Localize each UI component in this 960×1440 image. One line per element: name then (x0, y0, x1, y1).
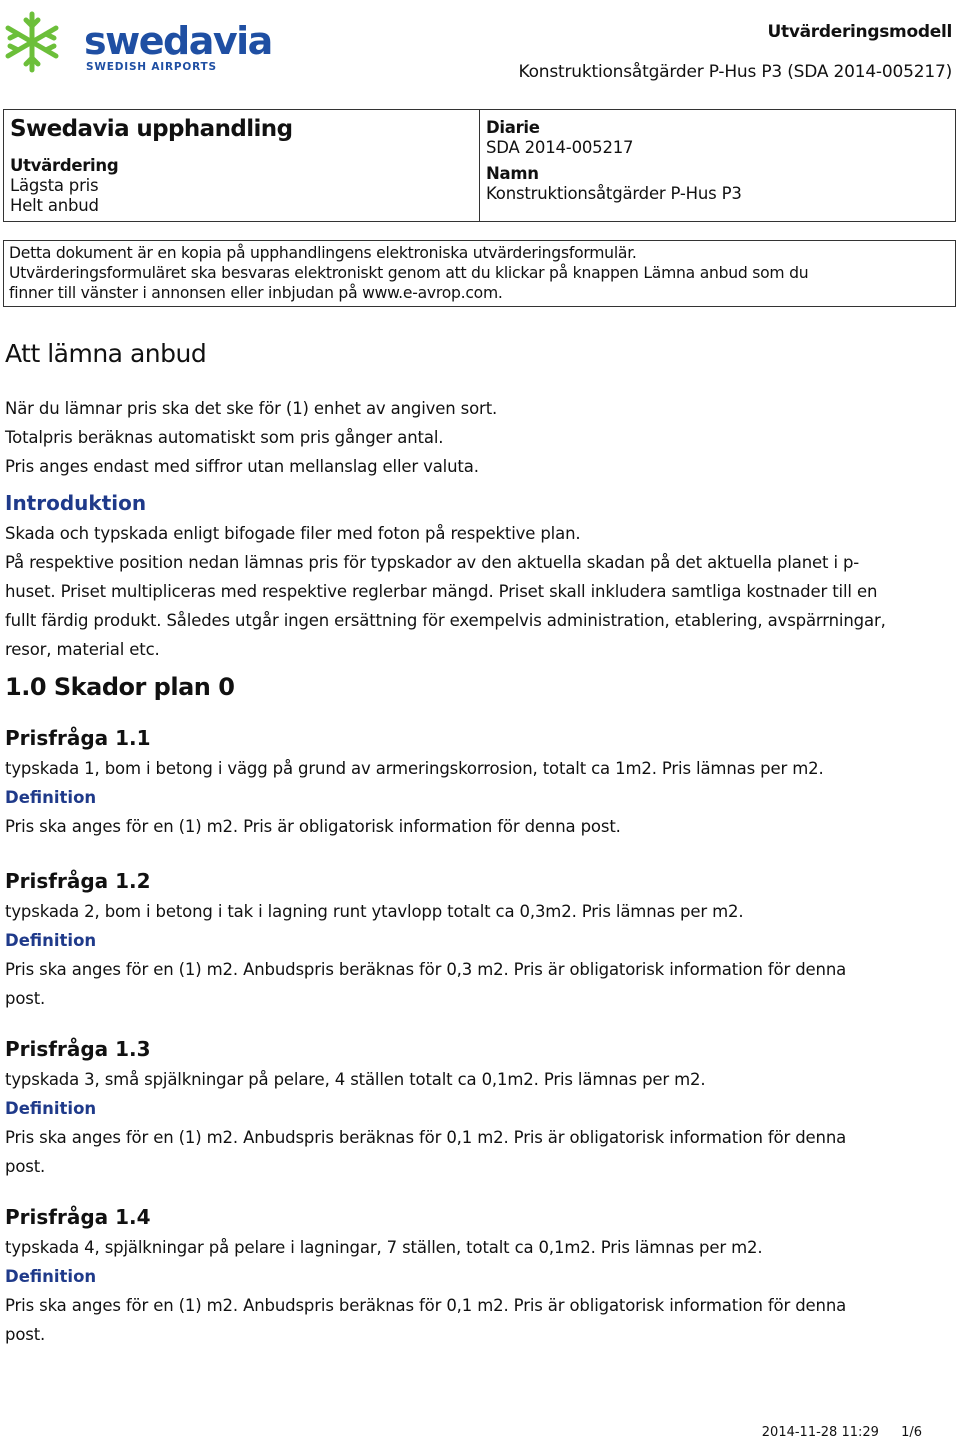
diarie-label: Diarie (486, 118, 540, 137)
definition-label: Definition (5, 1099, 97, 1118)
introduction-line: huset. Priset multipliceras med respektive reglerbar mängd. Priset skall inkludera samtliga kostnader till en (5, 582, 878, 601)
page-number: 1/6 (901, 1425, 922, 1440)
question-title: Prisfråga 1.4 (5, 1205, 151, 1229)
introduction-line: fullt färdig produkt. Således utgår ingen ersättning för exempelvis administration, etablering, avspärrningar, (5, 611, 886, 630)
info-left-cell (4, 110, 480, 221)
document-title: Utvärderingsmodell (767, 22, 952, 42)
introduction-line: Skada och typskada enligt bifogade filer med foton på respektive plan. (5, 524, 581, 543)
page-footer (744, 1425, 922, 1440)
definition-label: Definition (5, 1267, 97, 1286)
info-right-cell (480, 110, 955, 221)
organization-title: Swedavia upphandling (10, 116, 293, 142)
definition-text: post. (5, 1325, 46, 1344)
definition-label: Definition (5, 788, 97, 807)
plan-heading: 1.0 Skador plan 0 (5, 673, 235, 701)
submit-paragraph: Pris anges endast med siffror utan mellanslag eller valuta. (5, 457, 479, 476)
evaluation-value: Lägsta pris (10, 176, 99, 195)
price-question (5, 1201, 945, 1349)
definition-text: Pris ska anges för en (1) m2. Pris är obligatorisk information för denna post. (5, 817, 621, 836)
copy-notice-box (3, 240, 956, 307)
namn-value: Konstruktionsåtgärder P-Hus P3 (486, 184, 742, 203)
definition-text: post. (5, 1157, 46, 1176)
definition-text: post. (5, 989, 46, 1008)
notice-line: finner till vänster i annonsen eller inbjudan på www.e-avrop.com. (9, 284, 503, 302)
introduction-line: På respektive position nedan lämnas pris för typskador av den aktuella skadan på det aktuella planet i p- (5, 553, 860, 572)
question-description: typskada 2, bom i betong i tak i lagning runt ytavlopp totalt ca 0,3m2. Pris lämnas per m2. (5, 902, 744, 921)
definition-text: Pris ska anges för en (1) m2. Anbudspris beräknas för 0,1 m2. Pris är obligatorisk information för denna (5, 1296, 847, 1315)
main-content (5, 336, 945, 1349)
notice-line: Detta dokument är en kopia på upphandlingens elektroniska utvärderingsformulär. (9, 244, 637, 262)
submit-heading: Att lämna anbud (5, 339, 207, 368)
evaluation-label: Utvärdering (10, 156, 119, 175)
submit-paragraph: När du lämnar pris ska det ske för (1) enhet av angiven sort. (5, 399, 498, 418)
svg-text:swedavia: swedavia (84, 19, 272, 63)
notice-line: Utvärderingsformuläret ska besvaras elektroniskt genom att du klickar på knappen Lämna anbud som du (9, 264, 809, 282)
snowflake-icon (8, 14, 56, 70)
diarie-value: SDA 2014-005217 (486, 138, 634, 157)
svg-text:SWEDISH AIRPORTS: SWEDISH AIRPORTS (86, 61, 217, 73)
introduction-heading: Introduktion (5, 491, 147, 515)
question-title: Prisfråga 1.3 (5, 1037, 151, 1061)
question-description: typskada 4, spjälkningar på pelare i lagningar, 7 ställen, totalt ca 0,1m2. Pris lämnas per m2. (5, 1238, 763, 1257)
definition-text: Pris ska anges för en (1) m2. Anbudspris beräknas för 0,3 m2. Pris är obligatorisk information för denna (5, 960, 847, 979)
price-question (5, 722, 945, 841)
introduction-line: resor, material etc. (5, 640, 160, 659)
document-subtitle: Konstruktionsåtgärder P-Hus P3 (SDA 2014-005217) (518, 62, 952, 82)
definition-text: Pris ska anges för en (1) m2. Anbudspris beräknas för 0,1 m2. Pris är obligatorisk information för denna (5, 1128, 847, 1147)
question-description: typskada 3, små spjälkningar på pelare, 4 ställen totalt ca 0,1m2. Pris lämnas per m2. (5, 1070, 706, 1089)
price-question (5, 865, 945, 1013)
submit-paragraph: Totalpris beräknas automatiskt som pris gånger antal. (5, 428, 444, 447)
footer-timestamp: 2014-11-28 11:29 (761, 1425, 879, 1440)
question-title: Prisfråga 1.1 (5, 726, 151, 750)
price-question (5, 1033, 945, 1181)
evaluation-scope: Helt anbud (10, 196, 99, 215)
definition-label: Definition (5, 931, 97, 950)
swedavia-logo (4, 6, 272, 76)
procurement-info-box (3, 109, 956, 222)
namn-label: Namn (486, 164, 539, 183)
question-description: typskada 1, bom i betong i vägg på grund av armeringskorrosion, totalt ca 1m2. Pris lämnas per m2. (5, 759, 824, 778)
question-title: Prisfråga 1.2 (5, 869, 151, 893)
